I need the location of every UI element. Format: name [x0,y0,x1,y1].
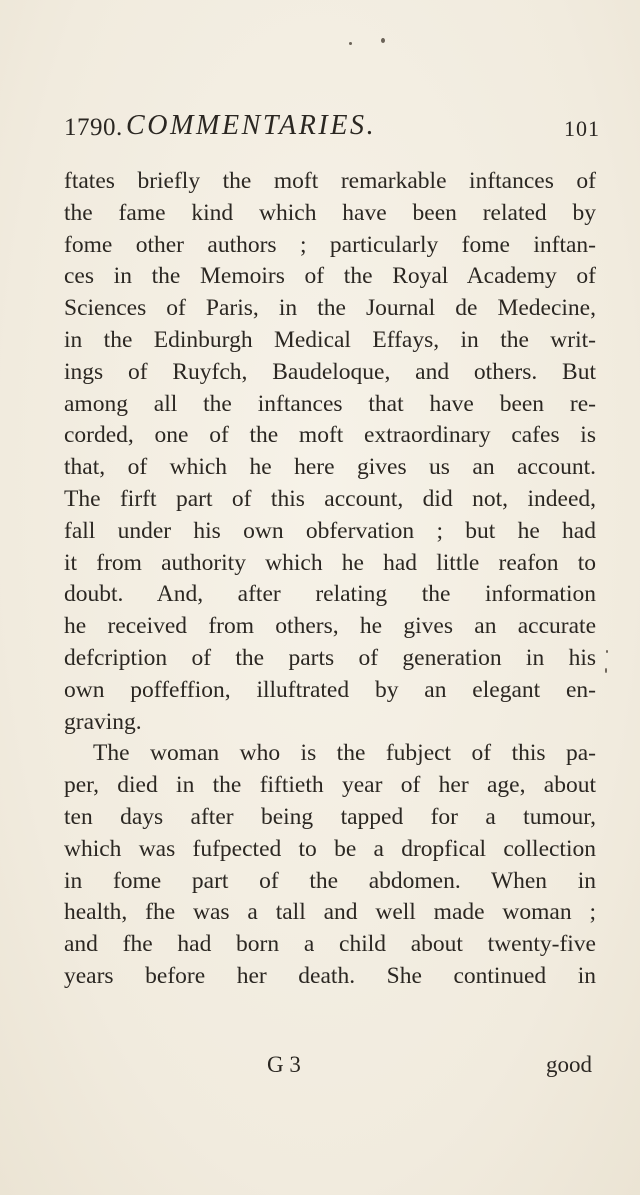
text-line: defcription of the parts of generation in his [64,644,596,671]
text-line: ces in the Memoirs of the Royal Academy of [64,263,596,290]
paper-speck [605,668,607,673]
text-line: ten days after being tapped for a tumour, [64,803,596,830]
text-line: in the Edinburgh Medical Effays, in the writ- [64,326,596,353]
text-line: among all the inftances that have been re- [64,390,596,417]
text-line: ftates briefly the moft remarkable inftances of [64,168,596,194]
paper-speck [606,650,608,653]
running-title: COMMENTARIES. [126,110,377,141]
text-line: which was fufpected to be a dropfical collection [64,835,596,862]
body-text [64,166,596,993]
paper-speck [349,42,352,45]
text-line: Sciences of Paris, in the Journal de Medecine, [64,295,596,322]
header-year: 1790. [64,114,123,141]
page-header [64,110,600,150]
text-line: fall under his own obfervation ; but he had [64,517,596,544]
text-line: that, of which he here gives us an account. [64,454,596,481]
page-footer [64,1052,596,1084]
text-line: in fome part of the abdomen. When in [64,867,596,894]
text-line: years before her death. She continued in [64,962,596,989]
text-line: graving. [64,708,142,735]
text-line: doubt. And, after relating the information [64,581,596,608]
text-line: per, died in the fiftieth year of her age, about [64,772,596,799]
text-line: fome other authors ; particularly fome inftan- [64,231,596,258]
text-line: the fame kind which have been related by [64,199,596,226]
text-line: ings of Ruyfch, Baudeloque, and others. But [64,358,596,385]
text-line: it from authority which he had little reafon to [64,549,596,576]
signature-mark: G 3 [267,1052,301,1077]
text-line: The firft part of this account, did not, indeed, [64,485,596,512]
text-line: he received from others, he gives an accurate [64,613,596,640]
page-number: 101 [564,116,600,141]
text-line: health, fhe was a tall and well made woman ; [64,899,596,926]
paper-speck [381,38,385,43]
text-line: and fhe had born a child about twenty-five [64,931,596,958]
text-line: The woman who is the fubject of this pa- [93,740,596,767]
catchword: good [546,1052,592,1077]
text-line: corded, one of the moft extraordinary cafes is [64,422,596,449]
text-line: own poffeffion, illuftrated by an elegant en- [64,676,596,703]
